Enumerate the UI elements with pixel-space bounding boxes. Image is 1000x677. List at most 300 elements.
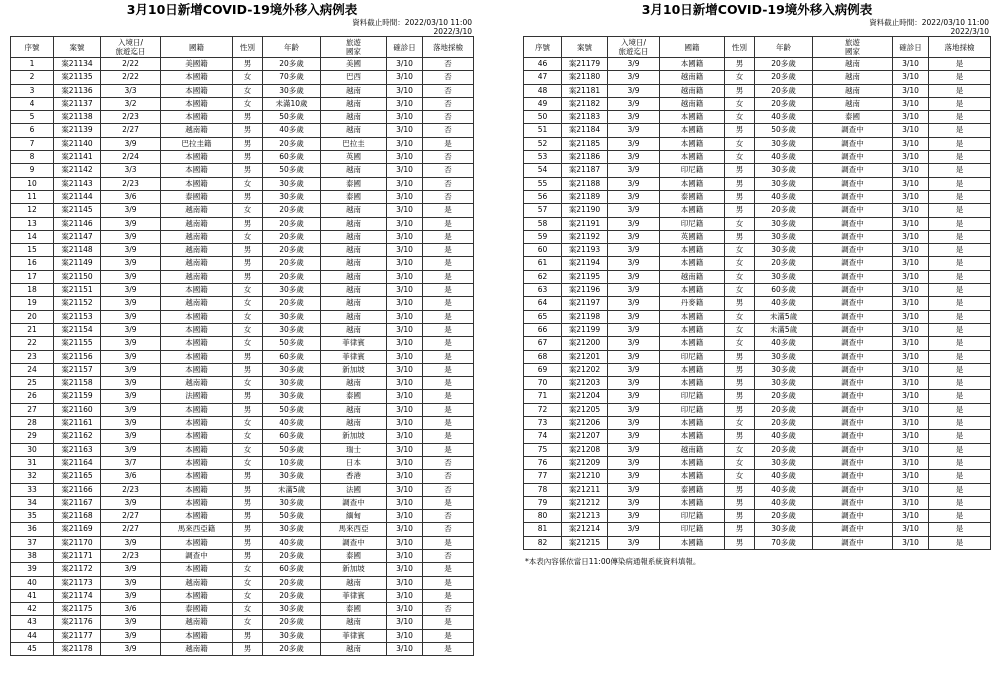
cell-entry-date: 3/9 <box>608 377 660 390</box>
cell-airport-test: 是 <box>423 403 474 416</box>
cell-case-id: 案21166 <box>54 483 101 496</box>
cell-confirm-date: 3/10 <box>893 71 929 84</box>
table-row <box>11 204 474 217</box>
cell-age: 20多歲 <box>755 510 813 523</box>
cell-airport-test: 是 <box>929 456 991 469</box>
cell-airport-test: 是 <box>423 576 474 589</box>
cell-age: 30多歲 <box>755 244 813 257</box>
cell-entry-date: 3/9 <box>101 589 161 602</box>
table-row <box>524 97 991 110</box>
cell-confirm-date: 3/10 <box>387 589 423 602</box>
cell-entry-date: 3/9 <box>101 350 161 363</box>
cell-sex: 男 <box>233 164 263 177</box>
cell-entry-date: 3/9 <box>101 616 161 629</box>
cell-case-id: 案21153 <box>54 310 101 323</box>
cell-confirm-date: 3/10 <box>387 217 423 230</box>
cell-case-id: 案21177 <box>54 629 101 642</box>
cell-sex: 女 <box>233 456 263 469</box>
cell-confirm-date: 3/10 <box>893 350 929 363</box>
cell-nationality: 越南籍 <box>161 270 233 283</box>
cell-confirm-date: 3/10 <box>387 510 423 523</box>
cell-case-id: 案21167 <box>54 496 101 509</box>
cell-case-id: 案21140 <box>54 137 101 150</box>
cell-airport-test: 是 <box>929 430 991 443</box>
cell-age: 40多歲 <box>755 430 813 443</box>
cell-nationality: 英國籍 <box>660 230 725 243</box>
table-row <box>11 230 474 243</box>
column-header-case-id: 案號 <box>562 37 608 58</box>
cell-confirm-date: 3/10 <box>893 323 929 336</box>
cell-case-id: 案21181 <box>562 84 608 97</box>
cell-nationality: 本國籍 <box>660 310 725 323</box>
cell-entry-date: 3/9 <box>608 510 660 523</box>
cell-confirm-date: 3/10 <box>893 536 929 549</box>
cell-case-id: 案21157 <box>54 363 101 376</box>
cell-nationality: 泰國籍 <box>660 483 725 496</box>
cell-travel-country: 法國 <box>321 483 387 496</box>
cell-case-id: 案21141 <box>54 151 101 164</box>
table-row <box>11 151 474 164</box>
cell-nationality: 本國籍 <box>660 337 725 350</box>
cell-travel-country: 越南 <box>321 257 387 270</box>
cell-age: 40多歲 <box>263 536 321 549</box>
cell-nationality: 巴拉圭籍 <box>161 137 233 150</box>
cell-sex: 女 <box>725 337 755 350</box>
cell-case-id: 案21184 <box>562 124 608 137</box>
table-row <box>11 510 474 523</box>
cell-seq: 57 <box>524 204 562 217</box>
cell-airport-test: 是 <box>929 244 991 257</box>
table-row <box>11 536 474 549</box>
cell-seq: 20 <box>11 310 54 323</box>
cell-entry-date: 2/23 <box>101 111 161 124</box>
data-cutoff: 資料截止時間：2022/03/10 11:00 <box>352 18 472 27</box>
cell-travel-country: 泰國 <box>321 603 387 616</box>
cell-confirm-date: 3/10 <box>893 337 929 350</box>
cell-confirm-date: 3/10 <box>893 217 929 230</box>
cell-confirm-date: 3/10 <box>387 576 423 589</box>
cell-confirm-date: 3/10 <box>893 164 929 177</box>
cell-entry-date: 3/6 <box>101 470 161 483</box>
cell-nationality: 本國籍 <box>161 430 233 443</box>
cell-entry-date: 2/23 <box>101 549 161 562</box>
cell-age: 20多歲 <box>755 58 813 71</box>
cell-sex: 男 <box>233 483 263 496</box>
cell-entry-date: 3/9 <box>101 310 161 323</box>
cell-airport-test: 是 <box>929 337 991 350</box>
cell-seq: 47 <box>524 71 562 84</box>
cell-travel-country: 菲律賓 <box>321 337 387 350</box>
table-row <box>524 403 991 416</box>
cell-airport-test: 是 <box>929 84 991 97</box>
cell-airport-test: 是 <box>423 377 474 390</box>
cell-travel-country: 泰國 <box>813 111 893 124</box>
cell-sex: 女 <box>725 111 755 124</box>
cell-nationality: 本國籍 <box>161 111 233 124</box>
cell-sex: 女 <box>233 616 263 629</box>
cell-nationality: 印尼籍 <box>660 403 725 416</box>
left-page <box>10 0 474 656</box>
cell-nationality: 印尼籍 <box>660 217 725 230</box>
cell-case-id: 案21149 <box>54 257 101 270</box>
cell-airport-test: 是 <box>929 217 991 230</box>
cell-seq: 46 <box>524 58 562 71</box>
cell-seq: 34 <box>11 496 54 509</box>
cell-seq: 23 <box>11 350 54 363</box>
table-row <box>11 270 474 283</box>
cell-confirm-date: 3/10 <box>387 84 423 97</box>
cell-travel-country: 越南 <box>321 377 387 390</box>
cell-case-id: 案21208 <box>562 443 608 456</box>
cell-travel-country: 越南 <box>321 297 387 310</box>
cell-seq: 9 <box>11 164 54 177</box>
cell-airport-test: 是 <box>929 97 991 110</box>
cell-confirm-date: 3/10 <box>387 257 423 270</box>
cell-confirm-date: 3/10 <box>387 643 423 656</box>
cell-case-id: 案21164 <box>54 456 101 469</box>
cell-age: 20多歲 <box>263 616 321 629</box>
cell-confirm-date: 3/10 <box>387 124 423 137</box>
table-row <box>524 536 991 549</box>
cell-travel-country: 調查中 <box>813 496 893 509</box>
cell-age: 30多歲 <box>755 177 813 190</box>
cell-travel-country: 新加坡 <box>321 363 387 376</box>
cell-sex: 女 <box>233 603 263 616</box>
cell-nationality: 本國籍 <box>161 164 233 177</box>
cell-sex: 男 <box>725 363 755 376</box>
cell-age: 40多歲 <box>263 124 321 137</box>
cell-confirm-date: 3/10 <box>387 137 423 150</box>
cell-travel-country: 越南 <box>813 84 893 97</box>
cell-seq: 70 <box>524 377 562 390</box>
table-row <box>524 337 991 350</box>
table-row <box>11 390 474 403</box>
cell-travel-country: 巴拉圭 <box>321 137 387 150</box>
cell-seq: 12 <box>11 204 54 217</box>
cell-age: 30多歲 <box>755 523 813 536</box>
cell-case-id: 案21190 <box>562 204 608 217</box>
cell-seq: 13 <box>11 217 54 230</box>
cell-airport-test: 否 <box>423 124 474 137</box>
cell-age: 30多歲 <box>263 177 321 190</box>
cell-sex: 男 <box>233 363 263 376</box>
cell-case-id: 案21213 <box>562 510 608 523</box>
cell-travel-country: 越南 <box>321 217 387 230</box>
cell-seq: 27 <box>11 403 54 416</box>
cell-entry-date: 2/27 <box>101 523 161 536</box>
cell-sex: 男 <box>725 164 755 177</box>
cell-nationality: 越南籍 <box>660 84 725 97</box>
cell-confirm-date: 3/10 <box>893 204 929 217</box>
column-header-travel-country: 旅遊 國家 <box>321 37 387 58</box>
cell-travel-country: 越南 <box>321 576 387 589</box>
cell-age: 60多歲 <box>755 284 813 297</box>
cell-nationality: 本國籍 <box>660 377 725 390</box>
cell-age: 60多歲 <box>263 563 321 576</box>
cell-entry-date: 3/9 <box>608 536 660 549</box>
cell-case-id: 案21168 <box>54 510 101 523</box>
cell-case-id: 案21150 <box>54 270 101 283</box>
cell-age: 30多歲 <box>263 284 321 297</box>
cell-age: 40多歲 <box>263 417 321 430</box>
cell-airport-test: 是 <box>423 204 474 217</box>
cell-travel-country: 調查中 <box>813 257 893 270</box>
cell-seq: 71 <box>524 390 562 403</box>
cell-age: 30多歲 <box>755 377 813 390</box>
cell-airport-test: 否 <box>423 71 474 84</box>
cell-travel-country: 調查中 <box>813 190 893 203</box>
cell-nationality: 本國籍 <box>660 111 725 124</box>
table-row <box>11 337 474 350</box>
cell-travel-country: 泰國 <box>321 190 387 203</box>
cell-sex: 男 <box>725 84 755 97</box>
cell-nationality: 本國籍 <box>161 151 233 164</box>
cell-nationality: 泰國籍 <box>161 190 233 203</box>
cell-age: 30多歲 <box>755 217 813 230</box>
cell-case-id: 案21134 <box>54 58 101 71</box>
cell-confirm-date: 3/10 <box>387 151 423 164</box>
cell-sex: 男 <box>725 230 755 243</box>
table-row <box>11 470 474 483</box>
cell-entry-date: 3/9 <box>608 230 660 243</box>
cell-age: 未滿10歲 <box>263 97 321 110</box>
cell-case-id: 案21180 <box>562 71 608 84</box>
cell-airport-test: 是 <box>423 323 474 336</box>
cell-seq: 49 <box>524 97 562 110</box>
cell-nationality: 丹麥籍 <box>660 297 725 310</box>
cell-entry-date: 3/9 <box>608 84 660 97</box>
cell-nationality: 本國籍 <box>161 456 233 469</box>
cell-age: 30多歲 <box>263 523 321 536</box>
cell-nationality: 本國籍 <box>161 443 233 456</box>
cell-airport-test: 是 <box>423 230 474 243</box>
cell-airport-test: 是 <box>929 483 991 496</box>
cell-confirm-date: 3/10 <box>387 71 423 84</box>
table-row <box>11 603 474 616</box>
cell-case-id: 案21161 <box>54 417 101 430</box>
cell-travel-country: 調查中 <box>813 483 893 496</box>
cell-case-id: 案21201 <box>562 350 608 363</box>
cell-age: 50多歲 <box>755 124 813 137</box>
table-row <box>11 483 474 496</box>
cell-confirm-date: 3/10 <box>893 430 929 443</box>
cell-entry-date: 3/9 <box>101 137 161 150</box>
cell-confirm-date: 3/10 <box>387 58 423 71</box>
cell-sex: 男 <box>233 496 263 509</box>
cell-seq: 24 <box>11 363 54 376</box>
cell-travel-country: 調查中 <box>813 270 893 283</box>
cell-nationality: 越南籍 <box>161 377 233 390</box>
cell-entry-date: 3/9 <box>608 390 660 403</box>
table-row <box>524 217 991 230</box>
cell-seq: 26 <box>11 390 54 403</box>
cell-nationality: 本國籍 <box>660 496 725 509</box>
cell-travel-country: 新加坡 <box>321 430 387 443</box>
cell-nationality: 本國籍 <box>161 483 233 496</box>
column-header-airport-test: 落地採檢 <box>423 37 474 58</box>
cell-entry-date: 3/9 <box>101 643 161 656</box>
cell-entry-date: 3/9 <box>608 270 660 283</box>
cell-confirm-date: 3/10 <box>387 323 423 336</box>
table-row <box>11 164 474 177</box>
table-header-row <box>524 37 991 58</box>
table-row <box>524 58 991 71</box>
cell-entry-date: 3/9 <box>608 350 660 363</box>
table-row <box>524 323 991 336</box>
cell-entry-date: 3/9 <box>101 576 161 589</box>
cell-travel-country: 調查中 <box>813 230 893 243</box>
cell-seq: 55 <box>524 177 562 190</box>
cell-case-id: 案21147 <box>54 230 101 243</box>
cell-confirm-date: 3/10 <box>387 204 423 217</box>
cell-airport-test: 否 <box>423 483 474 496</box>
cell-case-id: 案21163 <box>54 443 101 456</box>
cell-sex: 女 <box>725 97 755 110</box>
cell-airport-test: 是 <box>929 443 991 456</box>
cell-age: 30多歲 <box>263 190 321 203</box>
column-header-sex: 性別 <box>233 37 263 58</box>
cell-entry-date: 3/9 <box>101 230 161 243</box>
cell-sex: 男 <box>725 496 755 509</box>
cell-airport-test: 是 <box>423 536 474 549</box>
cell-airport-test: 否 <box>423 97 474 110</box>
cell-travel-country: 越南 <box>321 417 387 430</box>
cell-entry-date: 3/9 <box>608 323 660 336</box>
cell-case-id: 案21205 <box>562 403 608 416</box>
cell-confirm-date: 3/10 <box>893 363 929 376</box>
cell-seq: 60 <box>524 244 562 257</box>
cell-airport-test: 是 <box>423 297 474 310</box>
cell-age: 20多歲 <box>755 204 813 217</box>
column-header-age: 年齡 <box>263 37 321 58</box>
cell-seq: 75 <box>524 443 562 456</box>
cell-nationality: 本國籍 <box>660 204 725 217</box>
cell-travel-country: 調查中 <box>813 363 893 376</box>
cell-confirm-date: 3/10 <box>893 377 929 390</box>
table-row <box>11 629 474 642</box>
cell-airport-test: 是 <box>929 257 991 270</box>
cell-age: 20多歲 <box>755 84 813 97</box>
table-row <box>11 84 474 97</box>
cell-seq: 56 <box>524 190 562 203</box>
cell-age: 30多歲 <box>755 137 813 150</box>
cell-confirm-date: 3/10 <box>387 417 423 430</box>
table-row <box>524 390 991 403</box>
cell-entry-date: 3/9 <box>608 310 660 323</box>
cell-airport-test: 是 <box>929 536 991 549</box>
cell-confirm-date: 3/10 <box>893 97 929 110</box>
cell-travel-country: 調查中 <box>813 523 893 536</box>
cell-sex: 男 <box>233 151 263 164</box>
cell-travel-country: 菲律賓 <box>321 589 387 602</box>
cell-nationality: 本國籍 <box>660 417 725 430</box>
cell-travel-country: 調查中 <box>813 337 893 350</box>
cell-travel-country: 調查中 <box>321 496 387 509</box>
table-row <box>11 576 474 589</box>
cell-age: 40多歲 <box>755 470 813 483</box>
cell-entry-date: 2/23 <box>101 177 161 190</box>
cell-nationality: 本國籍 <box>161 350 233 363</box>
cell-sex: 女 <box>725 417 755 430</box>
cell-case-id: 案21173 <box>54 576 101 589</box>
case-table-left <box>10 36 474 656</box>
cell-case-id: 案21194 <box>562 257 608 270</box>
cell-age: 30多歲 <box>263 84 321 97</box>
cell-nationality: 本國籍 <box>161 337 233 350</box>
cell-seq: 53 <box>524 151 562 164</box>
cell-case-id: 案21215 <box>562 536 608 549</box>
cell-age: 40多歲 <box>755 297 813 310</box>
table-row <box>11 403 474 416</box>
cell-airport-test: 是 <box>423 496 474 509</box>
cell-seq: 41 <box>11 589 54 602</box>
cell-confirm-date: 3/10 <box>893 151 929 164</box>
cell-confirm-date: 3/10 <box>893 270 929 283</box>
cell-case-id: 案21199 <box>562 323 608 336</box>
cell-age: 30多歲 <box>263 496 321 509</box>
cell-confirm-date: 3/10 <box>893 177 929 190</box>
cell-travel-country: 新加坡 <box>321 563 387 576</box>
cell-sex: 女 <box>233 284 263 297</box>
case-table-right <box>523 36 991 550</box>
cell-travel-country: 調查中 <box>813 217 893 230</box>
cell-nationality: 本國籍 <box>161 284 233 297</box>
cell-seq: 58 <box>524 217 562 230</box>
cell-confirm-date: 3/10 <box>387 616 423 629</box>
cell-entry-date: 3/9 <box>101 270 161 283</box>
cell-confirm-date: 3/10 <box>893 470 929 483</box>
table-row <box>524 151 991 164</box>
cell-nationality: 越南籍 <box>161 217 233 230</box>
cell-age: 30多歲 <box>263 363 321 376</box>
cell-travel-country: 香港 <box>321 470 387 483</box>
cell-age: 30多歲 <box>263 377 321 390</box>
cell-age: 30多歲 <box>755 230 813 243</box>
cell-entry-date: 2/27 <box>101 510 161 523</box>
column-header-sex: 性別 <box>725 37 755 58</box>
cell-sex: 男 <box>725 58 755 71</box>
cell-travel-country: 調查中 <box>813 377 893 390</box>
table-row <box>524 230 991 243</box>
cell-age: 50多歲 <box>263 164 321 177</box>
cell-nationality: 越南籍 <box>161 204 233 217</box>
cell-airport-test: 否 <box>423 177 474 190</box>
cell-case-id: 案21172 <box>54 563 101 576</box>
data-cutoff: 資料截止時間：2022/03/10 11:00 <box>869 18 989 27</box>
cell-confirm-date: 3/10 <box>893 310 929 323</box>
cell-age: 20多歲 <box>263 297 321 310</box>
cell-airport-test: 否 <box>423 111 474 124</box>
cell-nationality: 調查中 <box>161 549 233 562</box>
cell-seq: 6 <box>11 124 54 137</box>
cell-case-id: 案21204 <box>562 390 608 403</box>
cell-sex: 男 <box>233 536 263 549</box>
table-row <box>11 257 474 270</box>
table-row <box>524 177 991 190</box>
cell-nationality: 越南籍 <box>161 643 233 656</box>
cell-travel-country: 越南 <box>321 616 387 629</box>
cell-case-id: 案21151 <box>54 284 101 297</box>
cell-case-id: 案21154 <box>54 323 101 336</box>
cell-travel-country: 調查中 <box>813 430 893 443</box>
cell-case-id: 案21182 <box>562 97 608 110</box>
cell-age: 20多歲 <box>755 71 813 84</box>
cell-travel-country: 調查中 <box>813 390 893 403</box>
cell-case-id: 案21174 <box>54 589 101 602</box>
cell-sex: 男 <box>233 244 263 257</box>
cell-nationality: 本國籍 <box>161 510 233 523</box>
cell-seq: 78 <box>524 483 562 496</box>
